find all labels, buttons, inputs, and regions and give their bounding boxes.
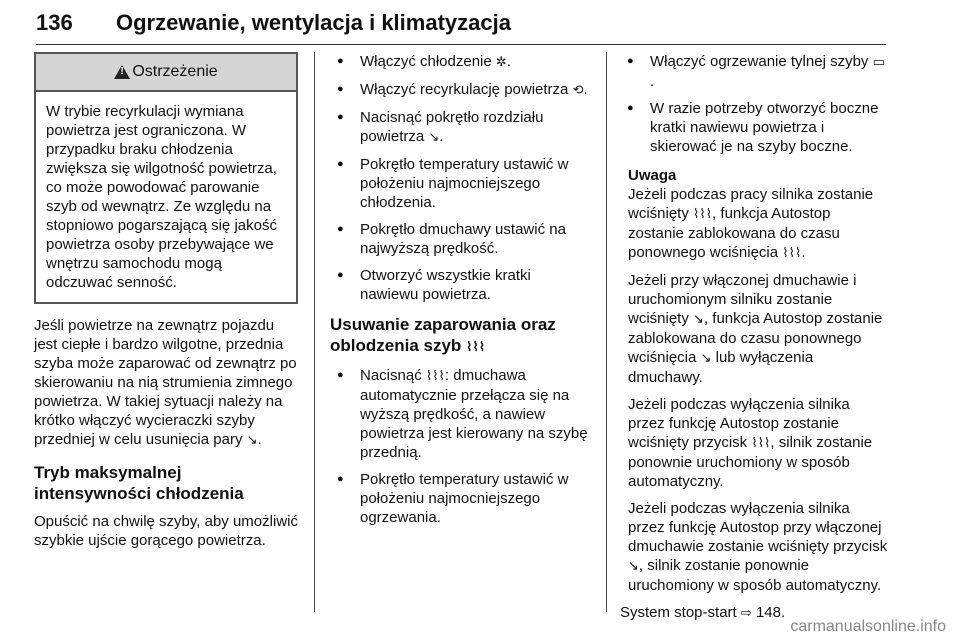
page-title: Ogrzewanie, wentylacja i klimatyzacja (116, 10, 511, 35)
note-paragraph-2: Jeżeli przy włączonej dmuchawie i uruchomionym silniku zostanie wciśnięty ↘, funkcja Autostop zostanie zablokowana do czasu ponownego wciśnięcia ↘ lub wyłączenia dmuchawy. (628, 272, 883, 386)
list-item: ● Pokrętło temperatury ustawić w położeniu najmocniejszego ogrzewania. (330, 470, 592, 527)
cooling-steps-list (330, 52, 592, 304)
column-middle (330, 52, 592, 535)
windshield-air-icon: ↘ (628, 559, 639, 574)
paragraph-windows: Opuścić na chwilę szyby, aby umożliwić szybkie ujście gorącego powietrza. (34, 513, 298, 549)
column-right (620, 52, 888, 623)
defrost-icon: ⌇⌇⌇ (751, 436, 771, 451)
warning-heading-text: Ostrzeżenie (132, 63, 218, 80)
control-icon: ⌇⌇⌇ (425, 369, 445, 384)
watermark: carmanualsonline.info (790, 618, 946, 635)
list-item: ● Otworzyć wszystkie kratki nawiewu powietrza. (330, 266, 592, 304)
list-item: ● Włączyć ogrzewanie tylnej szyby ▭. (620, 52, 888, 91)
list-item: ● Włączyć recyrkulację powietrza ⟲. (330, 80, 592, 100)
page-number: 136 (36, 10, 73, 35)
list-item: ● Włączyć chłodzenie ✲. (330, 52, 592, 72)
windshield-air-icon: ↘ (693, 312, 704, 327)
defrost-steps-list (330, 366, 592, 527)
section-heading-defrost: Usuwanie zaparowania oraz oblodzenia szyb ⌇⌇⌇ (330, 314, 592, 358)
paragraph-condensation: Jeśli powietrze na zewnątrz pojazdu jest ciepłe i bardzo wilgotne, przednia szyba może zaparować od zewnątrz po skierowaniu na nią strumienia zimnego powietrza. W takiej sytuacji należy na krótko włączyć wycieraczki szyby przedniej w celu usunięcia pary ↘. (34, 317, 297, 448)
list-item: ● Pokrętło temperatury ustawić w położeniu najmocniejszego chłodzenia. (330, 155, 592, 212)
defrost-icon: ⌇⌇⌇ (782, 246, 802, 261)
column-divider-2 (606, 52, 607, 612)
list-item: ● Pokrętło dmuchawy ustawić na najwyższą prędkość. (330, 220, 592, 258)
cross-reference[interactable]: System stop-start ⇨ 148. (620, 604, 786, 621)
list-item: ● W razie potrzeby otworzyć boczne kratki nawiewu powietrza i skierować je na szyby boczne. (620, 99, 888, 156)
windshield-air-icon: ↘ (246, 433, 258, 448)
defrost-steps-continued (620, 52, 888, 156)
note-title: Uwaga (628, 167, 677, 184)
warning-text: W trybie recyrkulacji wymiana powietrza jest ograniczona. W przypadku braku chłodzenia zwiększa się wilgotność powietrza, co może powodować parowanie szyb od wewnątrz. Ze względu na stopniowo pogarszającą się jakość powietrza osoby przebywające we wnętrzu samochodu mogą odczuwać senność. (46, 103, 277, 291)
warning-heading (36, 54, 296, 92)
warning-box (34, 52, 298, 304)
defrost-icon: ⌇⌇⌇ (693, 207, 713, 222)
arrow-right-icon: ⇨ (740, 606, 752, 621)
section-heading-max-cooling: Tryb maksymalnej intensywności chłodzenia (34, 463, 244, 503)
note-block (620, 166, 888, 595)
header-divider (36, 44, 886, 45)
control-icon: ✲ (495, 55, 507, 70)
control-icon: ↘ (428, 130, 440, 145)
note-paragraph-1: Jeżeli podczas pracy silnika zostanie wciśnięty ⌇⌇⌇, funkcja Autostop zostanie zablokowana do czasu ponownego wciśnięcia ⌇⌇⌇. (628, 186, 874, 261)
defrost-icon: ⌇⌇⌇ (466, 340, 486, 355)
control-icon: ⟲ (572, 83, 584, 98)
column-divider-1 (314, 52, 315, 612)
list-item: ● Nacisnąć ⌇⌇⌇: dmuchawa automatycznie przełącza się na wyższą prędkość, a nawiew powietrza jest kierowany na szybę przednią. (330, 366, 592, 462)
control-icon: ▭ (872, 55, 885, 70)
list-item: ● Nacisnąć pokrętło rozdziału powietrza ↘. (330, 108, 592, 147)
note-paragraph-3: Jeżeli podczas wyłączenia silnika przez funkcję Autostop zostanie wciśnięty przycisk ⌇⌇⌇, silnik zostanie ponownie uruchomiony w sposób automatyczny. (628, 396, 873, 490)
page-header (36, 6, 926, 42)
note-paragraph-4: Jeżeli podczas wyłączenia silnika przez funkcję Autostop przy włączonej dmuchawie zostanie wciśnięty przycisk ↘, silnik zostanie ponownie uruchomiony w sposób automatyczny. (628, 500, 888, 594)
warning-triangle-icon (114, 65, 130, 79)
windshield-air-icon: ↘ (700, 351, 712, 366)
column-left (34, 52, 298, 550)
